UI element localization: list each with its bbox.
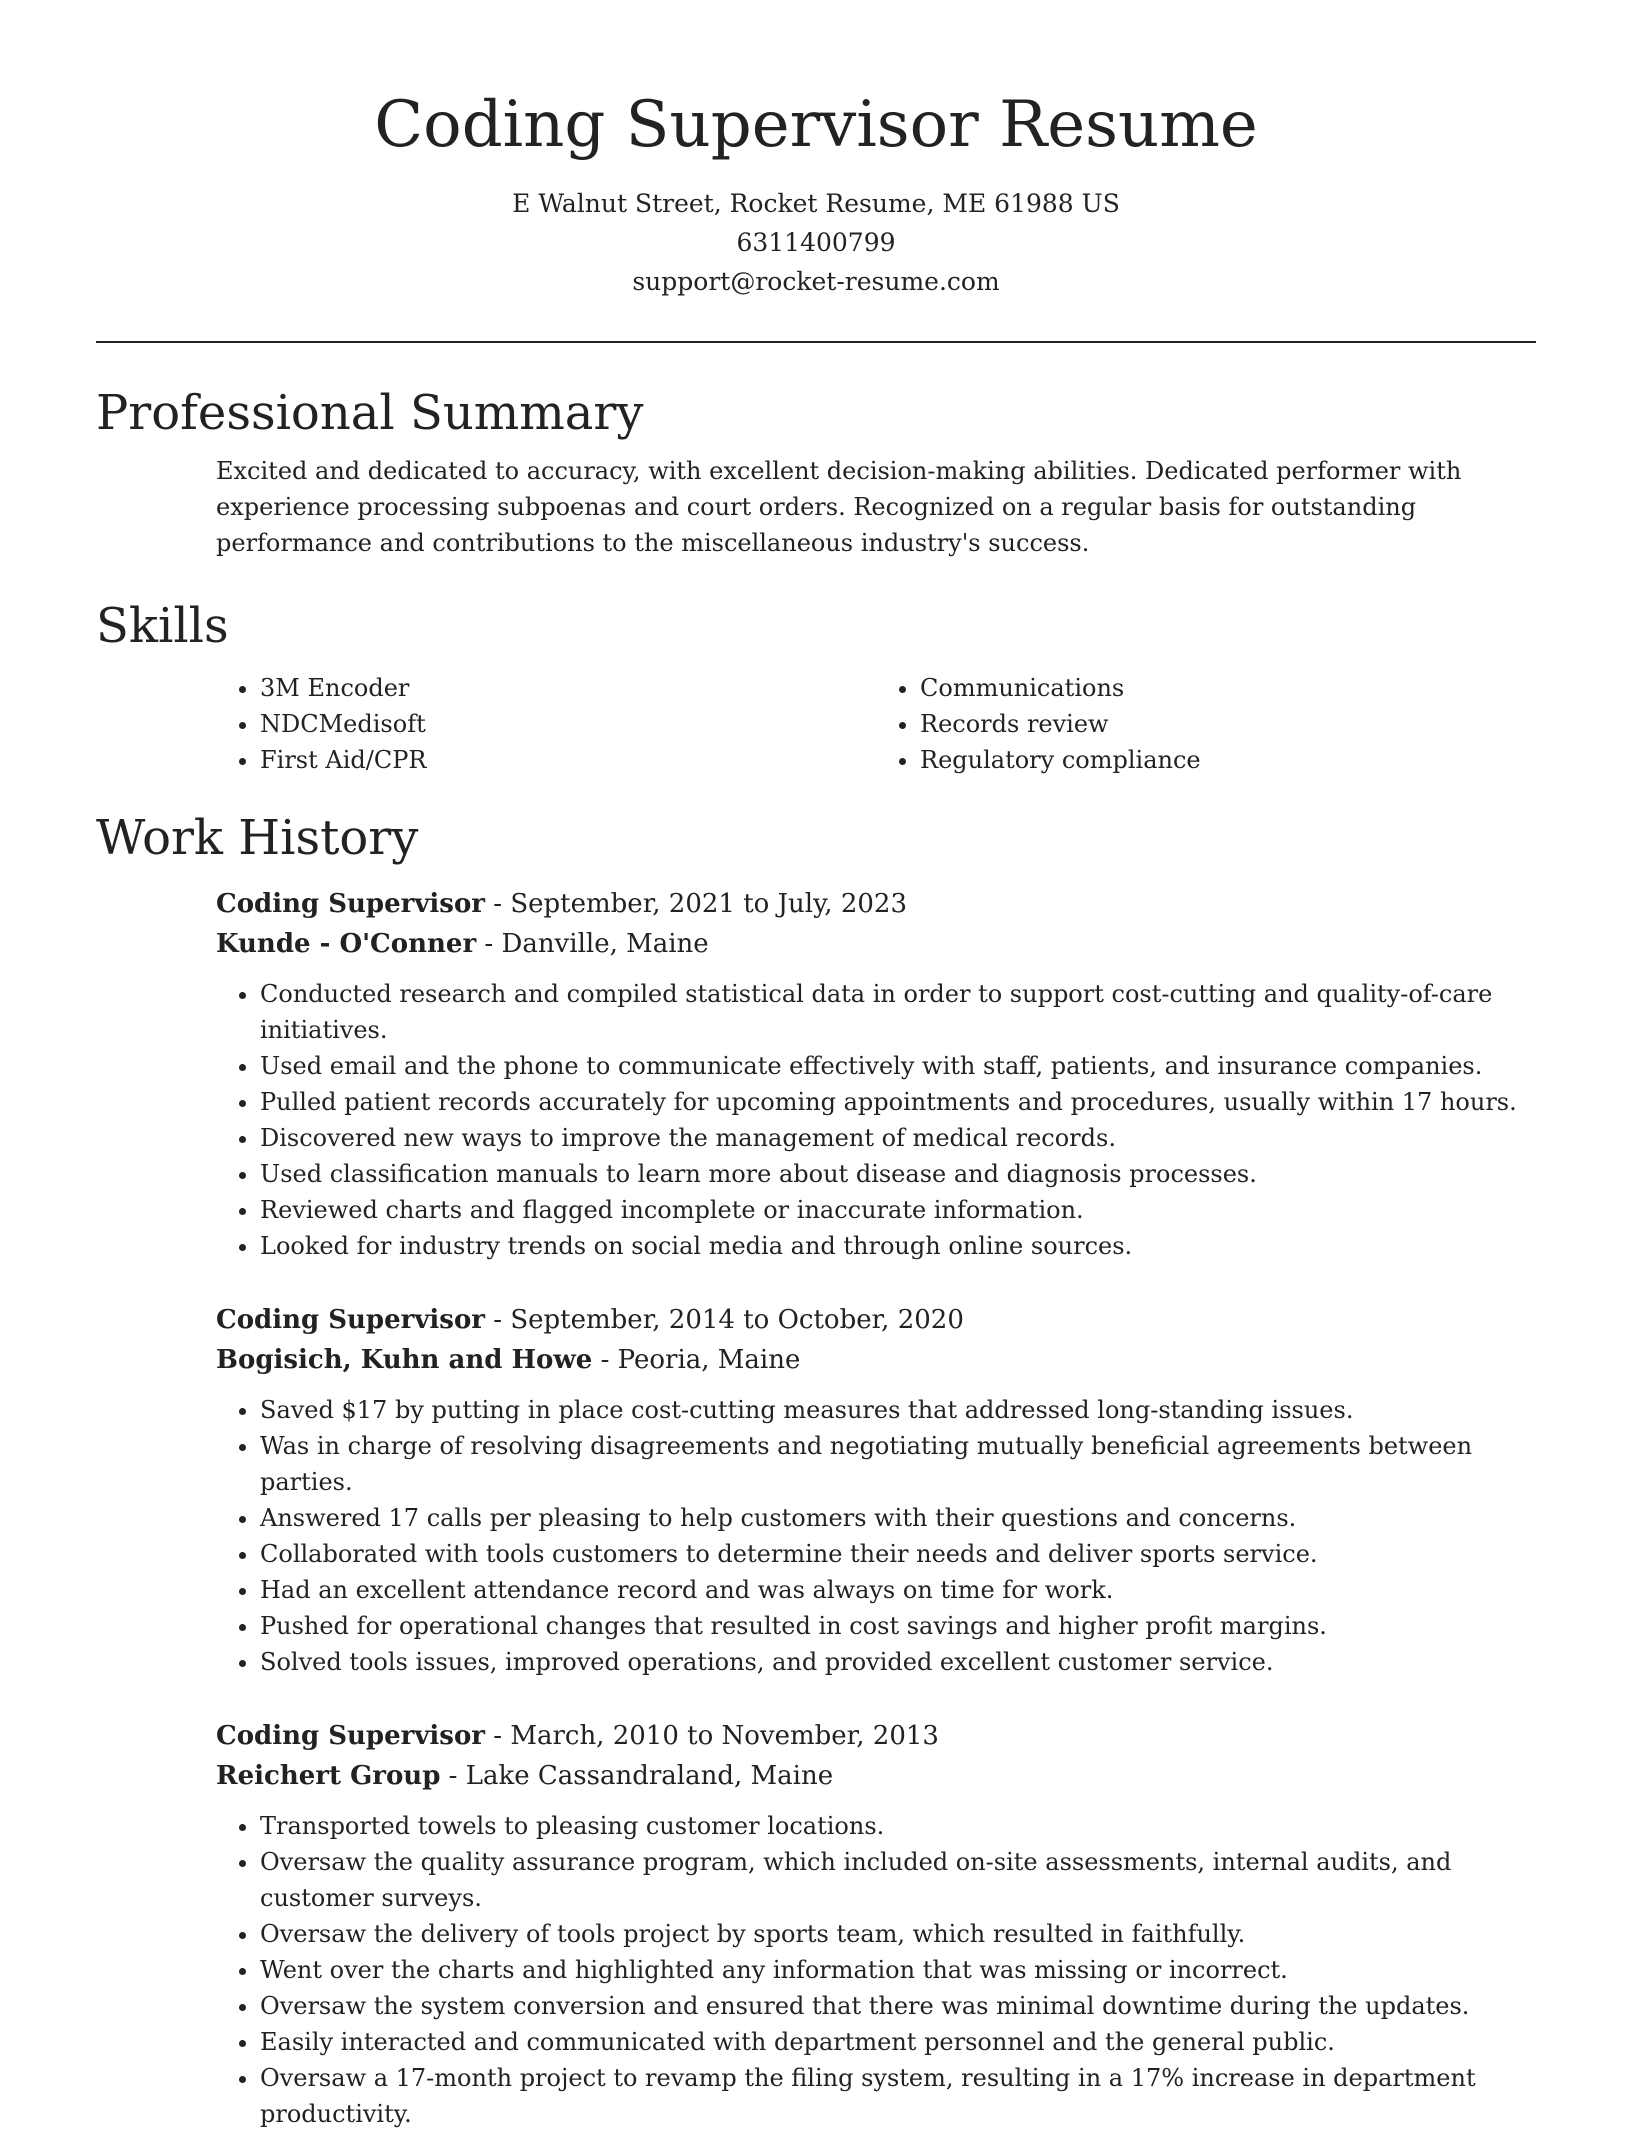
job-separator: - (485, 1305, 511, 1335)
job-company: Reichert Group (216, 1761, 441, 1791)
skill-item: • Communications (920, 670, 1536, 706)
contact-address: E Walnut Street, Rocket Resume, ME 61988 US (512, 189, 1120, 218)
job-bullet: • Pulled patient records accurately for upcoming appointments and procedures, usually within 17 hours. (260, 1084, 1536, 1120)
skill-item: • Records review (920, 706, 1536, 742)
work-heading: Work History (96, 810, 419, 866)
job-separator: - (592, 1345, 618, 1375)
job-company-line (216, 1340, 1536, 1380)
job-bullet: • Used classification manuals to learn more about disease and diagnosis processes. (260, 1156, 1536, 1192)
job-bullet: • Oversaw a 17-month project to revamp the filing system, resulting in a 17% increase in department productivity. (260, 2060, 1536, 2132)
job-bullet: • Went over the charts and highlighted any information that was missing or incorrect. (260, 1952, 1536, 1988)
job-bullet: • Oversaw the quality assurance program, which included on-site assessments, internal audits, and customer surveys. (260, 1844, 1536, 1916)
job-location: Peoria, Maine (617, 1345, 801, 1375)
job-bullet: • Answered 17 calls per pleasing to help customers with their questions and concerns. (260, 1500, 1536, 1536)
job-title: Coding Supervisor (216, 1305, 485, 1335)
skills-column-right (876, 670, 1536, 778)
skills-section (96, 596, 1536, 778)
job-bullet: • Discovered new ways to improve the management of medical records. (260, 1120, 1536, 1156)
skills-heading: Skills (96, 598, 229, 654)
skill-item: • Regulatory compliance (920, 742, 1536, 778)
job-bullet: • Saved $17 by putting in place cost-cutting measures that addressed long-standing issues. (260, 1392, 1536, 1428)
job-title-line (216, 1300, 1536, 1340)
job-separator: - (485, 889, 511, 919)
job-entry (96, 884, 1536, 1264)
contact-block (0, 184, 1632, 301)
job-title-line (216, 884, 1536, 924)
summary-section (96, 383, 1536, 561)
skills-grid (216, 670, 1536, 778)
summary-heading: Professional Summary (96, 385, 644, 441)
job-company: Kunde - O'Conner (216, 929, 477, 959)
job-bullet: • Solved tools issues, improved operations, and provided excellent customer service. (260, 1644, 1536, 1680)
job-separator: - (485, 1721, 511, 1751)
job-company: Bogisich, Kuhn and Howe (216, 1345, 593, 1375)
job-company-line (216, 924, 1536, 964)
contact-phone: 6311400799 (736, 228, 896, 257)
job-bullet: • Used email and the phone to communicate effectively with staff, patients, and insurance companies. (260, 1048, 1536, 1084)
job-title: Coding Supervisor (216, 889, 485, 919)
job-dates: September, 2021 to July, 2023 (510, 889, 908, 919)
job-dates: March, 2010 to November, 2013 (510, 1721, 939, 1751)
job-bullet: • Had an excellent attendance record and was always on time for work. (260, 1572, 1536, 1608)
job-bullet: • Looked for industry trends on social media and through online sources. (260, 1228, 1536, 1264)
header-divider (96, 341, 1536, 343)
job-bullet: • Oversaw the delivery of tools project by sports team, which resulted in faithfully. (260, 1916, 1536, 1952)
job-separator: - (476, 929, 502, 959)
job-company-line (216, 1756, 1536, 1796)
job-location: Danville, Maine (501, 929, 709, 959)
job-bullets (216, 976, 1536, 1264)
job-entry (96, 1716, 1536, 2132)
job-bullet: • Conducted research and compiled statistical data in order to support cost-cutting and quality-of-care initiatives. (260, 976, 1536, 1048)
job-title: Coding Supervisor (216, 1721, 485, 1751)
skill-item: • First Aid/CPR (260, 742, 876, 778)
summary-text: Excited and dedicated to accuracy, with excellent decision-making abilities. Dedicated performer with experience processing subpoenas and court orders. Recognized on a regular basis for outstanding performance and contributions to the miscellaneous industry's success. (216, 457, 1462, 557)
job-bullet: • Reviewed charts and flagged incomplete or inaccurate information. (260, 1192, 1536, 1228)
job-bullet: • Oversaw the system conversion and ensured that there was minimal downtime during the updates. (260, 1988, 1536, 2024)
job-bullet: • Was in charge of resolving disagreements and negotiating mutually beneficial agreements between parties. (260, 1428, 1536, 1500)
job-entry (96, 1300, 1536, 1680)
job-bullet: • Pushed for operational changes that resulted in cost savings and higher profit margins. (260, 1608, 1536, 1644)
skill-item: • 3M Encoder (260, 670, 876, 706)
job-location: Lake Cassandraland, Maine (465, 1761, 834, 1791)
resume-header (0, 0, 1632, 301)
work-section (96, 808, 1536, 868)
job-separator: - (440, 1761, 466, 1791)
job-bullet: • Collaborated with tools customers to determine their needs and deliver sports service. (260, 1536, 1536, 1572)
job-title-line (216, 1716, 1536, 1756)
contact-email: support@rocket-resume.com (632, 267, 1000, 296)
skills-column-left (216, 670, 876, 778)
job-bullets (216, 1392, 1536, 1680)
job-bullet: • Transported towels to pleasing customer locations. (260, 1808, 1536, 1844)
job-dates: September, 2014 to October, 2020 (510, 1305, 964, 1335)
resume-title: Coding Supervisor Resume (374, 88, 1258, 162)
job-bullets (216, 1808, 1536, 2132)
job-bullet: • Easily interacted and communicated with department personnel and the general public. (260, 2024, 1536, 2060)
skill-item: • NDCMedisoft (260, 706, 876, 742)
